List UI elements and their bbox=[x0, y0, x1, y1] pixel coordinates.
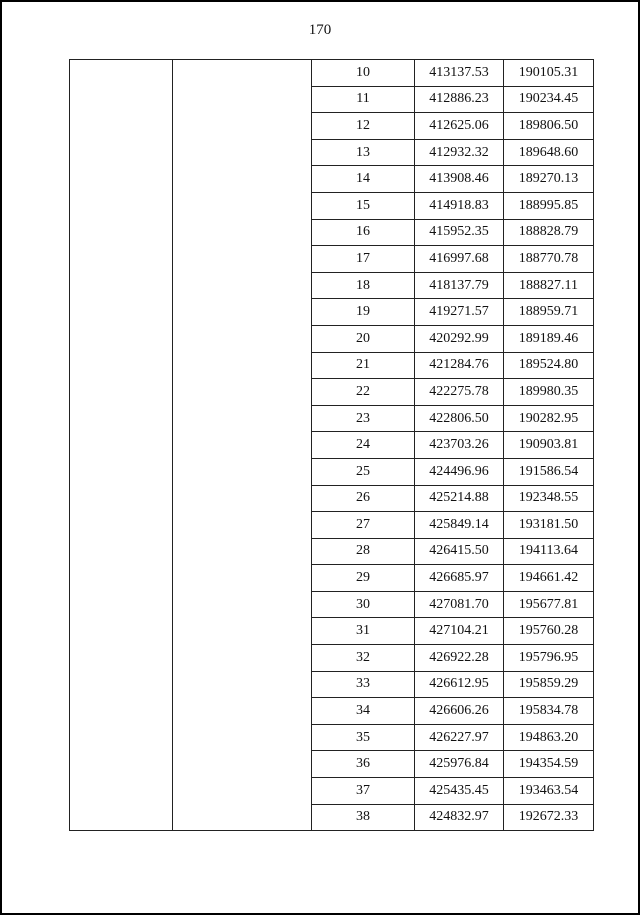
y-coordinate-cell: 189648.60 bbox=[504, 139, 594, 166]
table-row bbox=[312, 432, 594, 459]
point-number-cell: 38 bbox=[312, 804, 415, 831]
x-coordinate-cell: 426415.50 bbox=[415, 538, 504, 565]
y-coordinate-cell: 193181.50 bbox=[504, 512, 594, 539]
table-row bbox=[312, 60, 594, 87]
table-row bbox=[312, 645, 594, 672]
table-row bbox=[312, 299, 594, 326]
y-coordinate-cell: 194863.20 bbox=[504, 724, 594, 751]
point-number-cell: 37 bbox=[312, 778, 415, 805]
table-row bbox=[312, 219, 594, 246]
table-row bbox=[312, 246, 594, 273]
table-row bbox=[312, 751, 594, 778]
y-coordinate-cell: 188828.79 bbox=[504, 219, 594, 246]
point-number-cell: 13 bbox=[312, 139, 415, 166]
point-number-cell: 19 bbox=[312, 299, 415, 326]
point-number-cell: 36 bbox=[312, 751, 415, 778]
table-row bbox=[312, 671, 594, 698]
point-number-cell: 18 bbox=[312, 272, 415, 299]
point-number-cell: 21 bbox=[312, 352, 415, 379]
point-number-cell: 34 bbox=[312, 698, 415, 725]
table-row bbox=[312, 565, 594, 592]
y-coordinate-cell: 189524.80 bbox=[504, 352, 594, 379]
point-number-cell: 30 bbox=[312, 591, 415, 618]
y-coordinate-cell: 195834.78 bbox=[504, 698, 594, 725]
y-coordinate-cell: 189270.13 bbox=[504, 166, 594, 193]
table-row bbox=[312, 405, 594, 432]
table-row bbox=[312, 804, 594, 831]
x-coordinate-cell: 426227.97 bbox=[415, 724, 504, 751]
table-bottom-border bbox=[69, 830, 592, 831]
table-row bbox=[312, 192, 594, 219]
x-coordinate-cell: 413908.46 bbox=[415, 166, 504, 193]
y-coordinate-cell: 195677.81 bbox=[504, 591, 594, 618]
x-coordinate-cell: 412625.06 bbox=[415, 113, 504, 140]
point-number-cell: 17 bbox=[312, 246, 415, 273]
table-row bbox=[312, 272, 594, 299]
point-number-cell: 33 bbox=[312, 671, 415, 698]
table-row bbox=[312, 512, 594, 539]
x-coordinate-cell: 425976.84 bbox=[415, 751, 504, 778]
x-coordinate-cell: 420292.99 bbox=[415, 325, 504, 352]
x-coordinate-cell: 418137.79 bbox=[415, 272, 504, 299]
point-number-cell: 23 bbox=[312, 405, 415, 432]
point-number-cell: 35 bbox=[312, 724, 415, 751]
point-number-cell: 15 bbox=[312, 192, 415, 219]
x-coordinate-cell: 426606.26 bbox=[415, 698, 504, 725]
x-coordinate-cell: 426922.28 bbox=[415, 645, 504, 672]
y-coordinate-cell: 189980.35 bbox=[504, 379, 594, 406]
x-coordinate-cell: 427104.21 bbox=[415, 618, 504, 645]
table-row bbox=[312, 485, 594, 512]
y-coordinate-cell: 194661.42 bbox=[504, 565, 594, 592]
point-number-cell: 29 bbox=[312, 565, 415, 592]
x-coordinate-cell: 413137.53 bbox=[415, 60, 504, 87]
point-number-cell: 28 bbox=[312, 538, 415, 565]
point-number-cell: 16 bbox=[312, 219, 415, 246]
x-coordinate-cell: 412932.32 bbox=[415, 139, 504, 166]
x-coordinate-cell: 412886.23 bbox=[415, 86, 504, 113]
x-coordinate-cell: 425849.14 bbox=[415, 512, 504, 539]
x-coordinate-cell: 425214.88 bbox=[415, 485, 504, 512]
table-row bbox=[312, 724, 594, 751]
empty-column-b bbox=[172, 59, 312, 831]
x-coordinate-cell: 414918.83 bbox=[415, 192, 504, 219]
empty-column-a bbox=[69, 59, 173, 831]
y-coordinate-cell: 189189.46 bbox=[504, 325, 594, 352]
x-coordinate-cell: 415952.35 bbox=[415, 219, 504, 246]
table-row bbox=[312, 379, 594, 406]
y-coordinate-cell: 191586.54 bbox=[504, 458, 594, 485]
x-coordinate-cell: 422275.78 bbox=[415, 379, 504, 406]
y-coordinate-cell: 188995.85 bbox=[504, 192, 594, 219]
y-coordinate-cell: 190105.31 bbox=[504, 60, 594, 87]
point-number-cell: 22 bbox=[312, 379, 415, 406]
x-coordinate-cell: 416997.68 bbox=[415, 246, 504, 273]
point-number-cell: 32 bbox=[312, 645, 415, 672]
x-coordinate-cell: 425435.45 bbox=[415, 778, 504, 805]
y-coordinate-cell: 193463.54 bbox=[504, 778, 594, 805]
table-row bbox=[312, 166, 594, 193]
point-number-cell: 26 bbox=[312, 485, 415, 512]
coordinates-table bbox=[311, 59, 594, 831]
x-coordinate-cell: 421284.76 bbox=[415, 352, 504, 379]
table-row bbox=[312, 698, 594, 725]
x-coordinate-cell: 424832.97 bbox=[415, 804, 504, 831]
y-coordinate-cell: 188827.11 bbox=[504, 272, 594, 299]
table-row bbox=[312, 139, 594, 166]
y-coordinate-cell: 194113.64 bbox=[504, 538, 594, 565]
point-number-cell: 14 bbox=[312, 166, 415, 193]
y-coordinate-cell: 190234.45 bbox=[504, 86, 594, 113]
table-row bbox=[312, 618, 594, 645]
y-coordinate-cell: 188770.78 bbox=[504, 246, 594, 273]
x-coordinate-cell: 426685.97 bbox=[415, 565, 504, 592]
y-coordinate-cell: 190282.95 bbox=[504, 405, 594, 432]
table-row bbox=[312, 458, 594, 485]
y-coordinate-cell: 195859.29 bbox=[504, 671, 594, 698]
page-number: 170 bbox=[308, 22, 332, 38]
table-row bbox=[312, 352, 594, 379]
y-coordinate-cell: 188959.71 bbox=[504, 299, 594, 326]
x-coordinate-cell: 423703.26 bbox=[415, 432, 504, 459]
y-coordinate-cell: 194354.59 bbox=[504, 751, 594, 778]
x-coordinate-cell: 427081.70 bbox=[415, 591, 504, 618]
y-coordinate-cell: 190903.81 bbox=[504, 432, 594, 459]
x-coordinate-cell: 422806.50 bbox=[415, 405, 504, 432]
y-coordinate-cell: 192348.55 bbox=[504, 485, 594, 512]
x-coordinate-cell: 426612.95 bbox=[415, 671, 504, 698]
point-number-cell: 20 bbox=[312, 325, 415, 352]
point-number-cell: 10 bbox=[312, 60, 415, 87]
table-row bbox=[312, 325, 594, 352]
y-coordinate-cell: 195796.95 bbox=[504, 645, 594, 672]
point-number-cell: 27 bbox=[312, 512, 415, 539]
table-row bbox=[312, 591, 594, 618]
point-number-cell: 12 bbox=[312, 113, 415, 140]
y-coordinate-cell: 195760.28 bbox=[504, 618, 594, 645]
point-number-cell: 11 bbox=[312, 86, 415, 113]
point-number-cell: 24 bbox=[312, 432, 415, 459]
y-coordinate-cell: 192672.33 bbox=[504, 804, 594, 831]
table-row bbox=[312, 778, 594, 805]
table-row bbox=[312, 86, 594, 113]
point-number-cell: 31 bbox=[312, 618, 415, 645]
table-row bbox=[312, 113, 594, 140]
point-number-cell: 25 bbox=[312, 458, 415, 485]
x-coordinate-cell: 419271.57 bbox=[415, 299, 504, 326]
x-coordinate-cell: 424496.96 bbox=[415, 458, 504, 485]
table-row bbox=[312, 538, 594, 565]
y-coordinate-cell: 189806.50 bbox=[504, 113, 594, 140]
